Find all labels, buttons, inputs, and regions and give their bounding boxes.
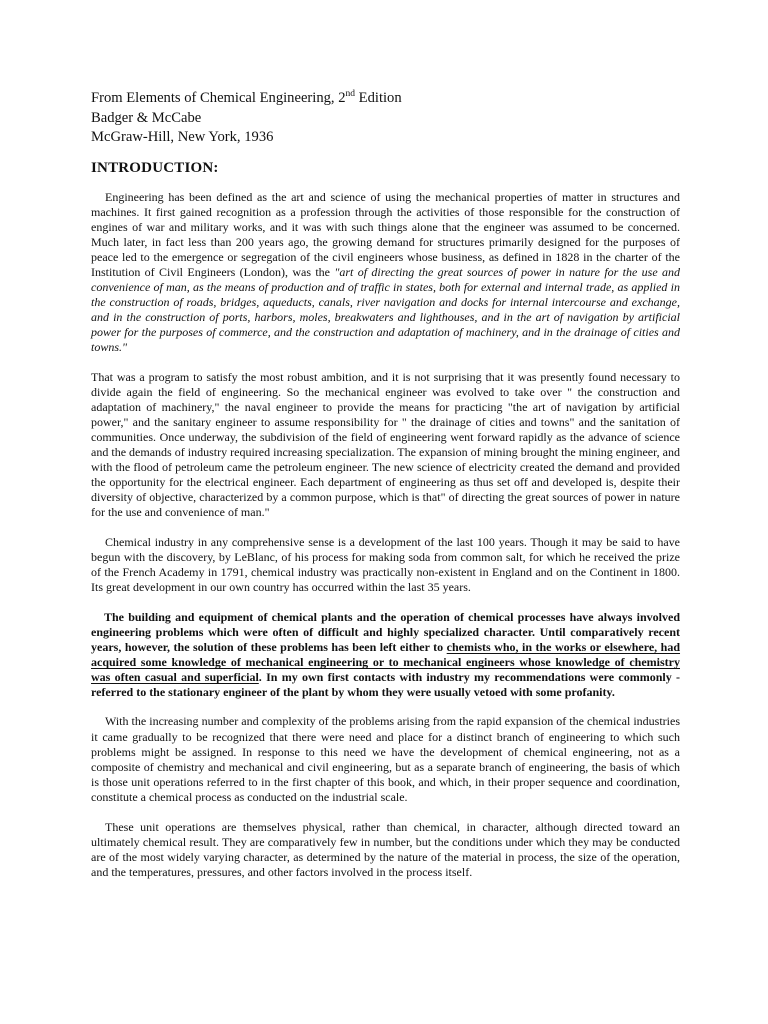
document-body (91, 190, 680, 880)
source-edition: Edition (355, 90, 402, 106)
paragraph-5: With the increasing number and complexity of the problems arising from the rapid expansion of the chemical industries it came gradually to be recognized that there were need and place for a distinct branch of engineering to which such problems might be assigned. In response to this need we have the development of chemical engineering, not as a composite of chemistry and mechanical and civil engineering, but as a separate branch of engineering, the basis of which is those unit operations referred to in the first chapter of this book, and which, in their proper sequence and coordination, constitute a chemical process as conducted on the industrial scale. (91, 714, 680, 804)
paragraph-4-text-b: . In my own first contacts with industry my recommendations were commonly - referred to the stationary engineer of the plant by whom they were usually vetoed with some profanity. (91, 670, 680, 700)
charter-quote: "art of directing the great sources of power in nature for the use and convenience of man, as the means of production and of traffic in states, both for external and internal trade, as applied in the construction of roads, bridges, aqueducts, canals, river navigation and docks for internal intercourse and exchange, and in the construction of ports, harbors, moles, breakwaters and lighthouses, and in the art of navigation by artificial power for the purposes of commerce, and the construction and adaptation of machinery, and in the drainage of cities and towns." (91, 265, 680, 355)
paragraph-6: These unit operations are themselves physical, rather than chemical, in character, although directed toward an ultimately chemical result. They are comparatively few in number, but the conditions under which they may be conducted are of the most widely varying character, as determined by the nature of the material in process, the size of the operation, and the temperatures, pressures, and other factors involved in the process itself. (91, 819, 680, 879)
paragraph-2: That was a program to satisfy the most robust ambition, and it is not surprising that it was presently found necessary to divide again the field of engineering. So the mechanical engineer was evolved to take over " the construction and adaptation of machinery," the naval engineer to provide the means for practicing "the art of navigation by artificial power," and the sanitary engineer to assume responsibility for " the drainage of cities and towns" and the sanitation of communities. Once underway, the subdivision of the field of engineering went forward rapidly as the advance of science and the demands of industry required increasing specialization. The expansion of mining brought the mining engineer, and with the flood of petroleum came the petroleum engineer. The new science of electricity created the demand and provided the opportunity for the electrical engineer. Each department of engineering as thus set off and developed is, despite their diversity of objective, characterized by a common purpose, which is that" of directing the great sources of power in nature for the use and convenience of man." (91, 369, 680, 519)
underlined-passage: chemists who, in the works or elsewhere, had acquired some knowledge of mechanical engineering or to mechanical engineers whose knowledge of chemistry was often casual and superficial (91, 640, 681, 685)
paragraph-1-text: Engineering has been defined as the art and science of using the mechanical properties of matter in structures and machines. It first gained recognition as a profession through the activities of those responsible for the construction of engines of war and military works, and it was with such things alone that the engineer was assumed to be concerned. Much later, in fact less than 200 years ago, the growing demand for structures primarily designed for the purposes of peace led to the emergence or segregation of the civil engineers whose business, as defined in 1828 in the charter of the Institution of Civil Engineers (London), was the (91, 190, 680, 280)
edition-superscript: nd (345, 89, 356, 99)
paragraph-1 (91, 190, 680, 356)
authors-line: Badger & McCabe (91, 109, 202, 126)
citation-header (91, 89, 402, 148)
publisher-line: McGraw-Hill, New York, 1936 (91, 129, 274, 145)
section-title: INTRODUCTION: (91, 160, 219, 176)
paragraph-3: Chemical industry in any comprehensive sense is a development of the last 100 years. Though it may be said to have begun with the discovery, by LeBlanc, of his process for making soda from common salt, for which he received the prize of the French Academy in 1791, chemical industry was practically non-existent in England and on the Continent in 1800. Its great development in our own country has occurred within the last 35 years. (91, 534, 680, 595)
source-title: From Elements of Chemical Engineering, 2 (91, 90, 346, 106)
source-line (91, 89, 402, 109)
paragraph-4-bold (91, 610, 680, 700)
paragraph-4-text-a: The building and equipment of chemical plants and the operation of chemical processes have always involved engineering problems which were often of difficult and highly specialized character. Until comparatively recent years, however, the solution of these problems has been left either to (91, 610, 680, 655)
